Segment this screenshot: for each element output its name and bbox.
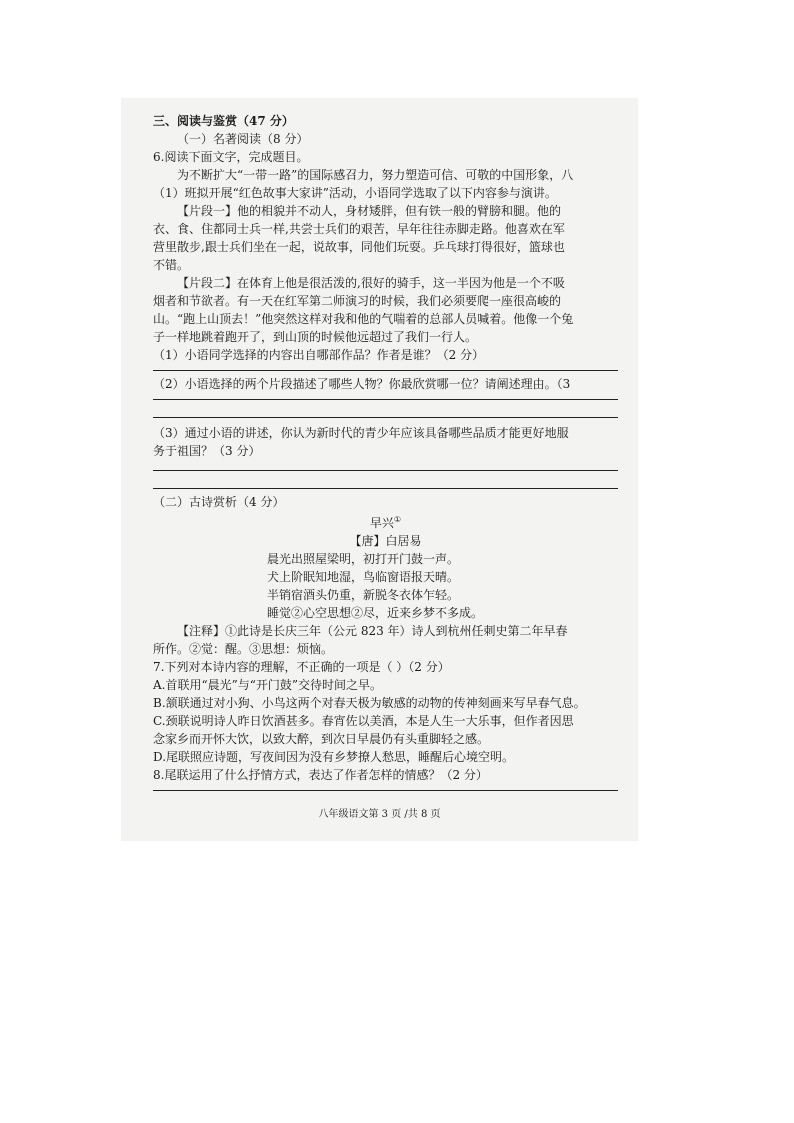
q7-option: A.首联用“晨光”与“开门鼓”交待时间之早。 [153, 678, 383, 692]
q6-title: 6.阅读下面文字，完成题目。 [153, 150, 309, 164]
excerpt1-line: 衣、食、住都同士兵一样,共尝士兵们的艰苦，早年往往赤脚走路。他喜欢在军 [153, 222, 565, 236]
q7-option: B.颔联通过对小狗、小鸟这两个对春天极为敏感的动物的传神刻画来写早春气息。 [153, 696, 586, 710]
poem-line: 睡觉②心空思想②尽，近来乡梦不多成。 [267, 606, 484, 620]
excerpt2-line: 烟者和节欲者。有一天在红军第二师演习的时候，我们必须要爬一座很高峻的 [153, 294, 562, 308]
poem-line: 半销宿酒头仍重，新脱冬衣体乍轻。 [267, 588, 460, 602]
poem-title: 早兴① [369, 515, 402, 530]
q8-question: 8.尾联运用了什么抒情方式，表达了作者怎样的情感？（2 分） [153, 768, 488, 782]
page-footer: 八年级语文第 3 页 /共 8 页 [318, 809, 441, 820]
answer-line [153, 790, 618, 791]
q6-2-question: （2）小语选择的两个片段描述了哪些人物？你最欣赏哪一位？请阐述理由。（3 [153, 377, 571, 391]
excerpt1-line: 不错。 [153, 258, 190, 272]
poem-line: 犬上阶眠知地湿，鸟临窗语报天晴。 [267, 570, 460, 584]
q6-3-question: 务于祖国？（3 分） [153, 444, 261, 458]
poem-note: 【注释】①此诗是长庆三年（公元 823 年）诗人到杭州任刺史第二年早春 [177, 624, 568, 638]
poem-note: 所作。②觉：醒。③思想：烦恼。 [153, 642, 334, 656]
exam-page [121, 98, 638, 841]
q7-stem: 7.下列对本诗内容的理解，不正确的一项是（ ）（2 分） [153, 660, 450, 674]
excerpt2-line: 【片段二】在体育上他是很活泼的,很好的骑手，这一半因为他是一个不吸 [177, 276, 565, 290]
q7-option: D.尾联照应诗题，写夜间因为没有乡梦撩人愁思，睡醒后心境空明。 [153, 750, 515, 764]
q6-1-question: （1）小语同学选择的内容出自哪部作品？作者是谁？（2 分） [153, 348, 485, 362]
q6-intro-line: （1）班拟开展“红色故事大家讲”活动，小语同学选取了以下内容参与演讲。 [153, 186, 557, 200]
q7-option: C.颈联说明诗人昨日饮酒甚多。春宵佐以美酒，本是人生一大乐事，但作者因思 [153, 714, 574, 728]
q7-option: 念家乡而开怀大饮，以致大醉，到次日早晨仍有头重脚轻之感。 [153, 732, 490, 746]
excerpt1-line: 营里散步,跟士兵们坐在一起，说故事，同他们玩耍。乒乓球打得很好，篮球也 [153, 240, 565, 254]
poem-line: 晨光出照屋梁明，初打开门鼓一声。 [267, 552, 460, 566]
excerpt1-line: 【片段一】他的相貌并不动人，身材矮胖，但有铁一般的臂膀和腿。他的 [177, 204, 562, 218]
excerpt2-line: 子一样地跳着跑开了，到山顶的时候他远超过了我们一行人。 [153, 330, 478, 344]
excerpt2-line: 山。“跑上山顶去！”他突然这样对我和他的气喘着的总部人员喊着。他像一个兔 [153, 312, 574, 326]
q6-3-question: （3）通过小语的讲述，你认为新时代的青少年应该具备哪些品质才能更好地服 [153, 426, 569, 440]
poem-author: 【唐】白居易 [349, 534, 422, 548]
part1-title: （一）名著阅读（8 分） [177, 132, 309, 146]
q6-intro-line: 为不断扩大“一带一路”的国际感召力，努力塑造可信、可敬的中国形象，八 [177, 168, 574, 182]
section-title: 三、阅读与鉴赏（47 分） [153, 114, 294, 128]
part2-title: （二）古诗赏析（4 分） [153, 495, 285, 509]
